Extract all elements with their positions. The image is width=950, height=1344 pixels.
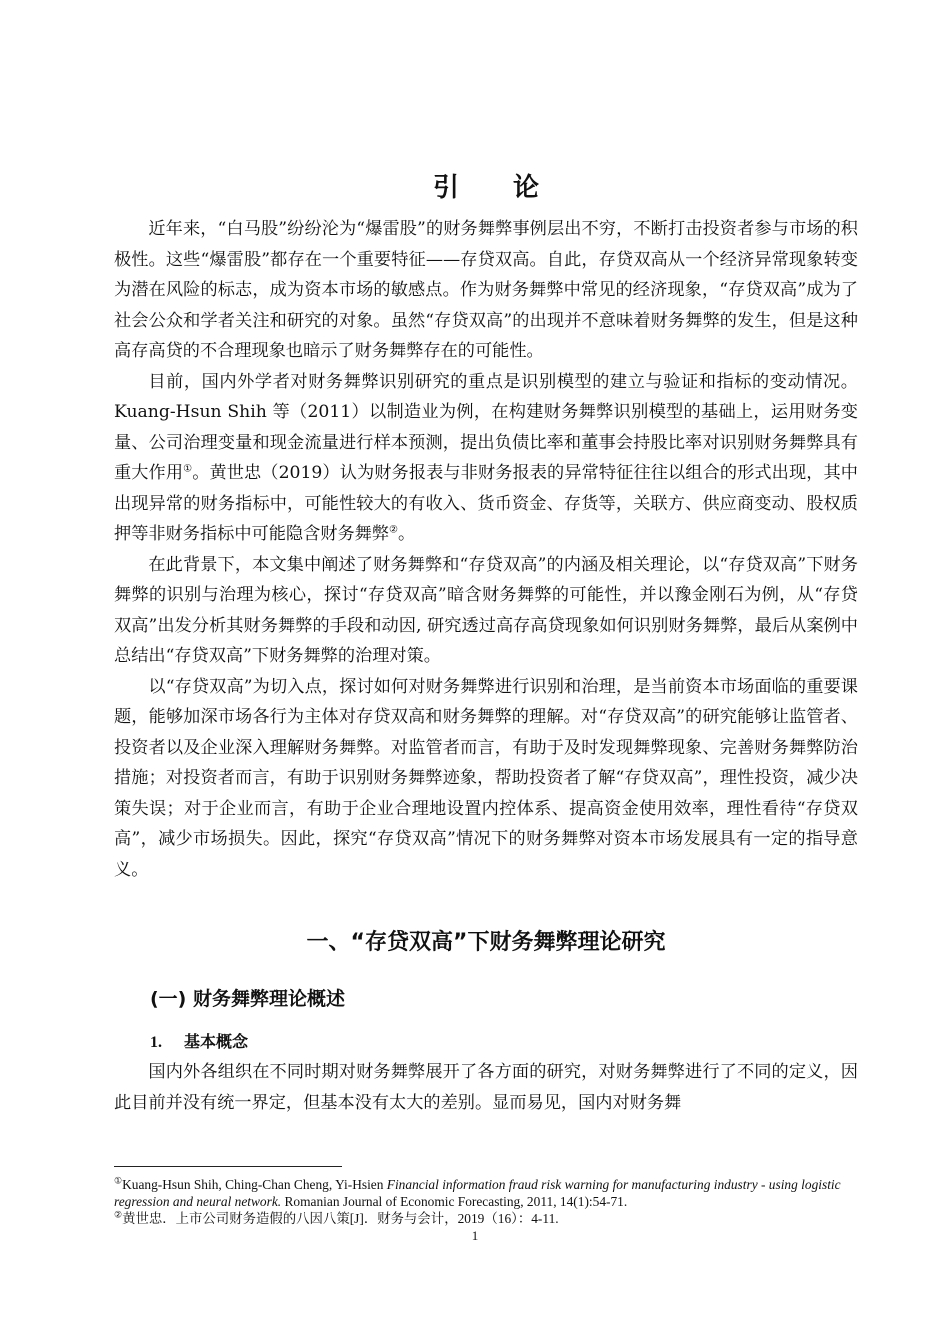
intro-paragraph-2 — [114, 367, 858, 550]
subsubsection-heading — [150, 1027, 858, 1057]
subsection-heading: (一) 财务舞弊理论概述 — [150, 988, 345, 1010]
footnote-2 — [114, 1210, 858, 1227]
footnote-divider — [114, 1166, 342, 1167]
subsubsection-label: 基本概念 — [184, 1032, 249, 1051]
footnote-1-authors: Kuang-Hsun Shih, Ching-Chan Cheng, Yi-Hsien — [122, 1177, 387, 1192]
intro-paragraph-2-part3: 。 — [397, 524, 416, 544]
footnote-ref-2[interactable]: ② — [389, 524, 398, 536]
section-paragraph: 国内外各组织在不同时期对财务舞弊展开了各方面的研究，对财务舞弊进行了不同的定义，因此目前并没有统一界定，但基本没有太大的差别。显而易见，国内对财务舞 — [114, 1062, 858, 1113]
section-heading: 一、“存贷双高”下财务舞弊理论研究 — [306, 930, 666, 955]
footnote-ref-1[interactable]: ① — [183, 463, 193, 475]
intro-paragraph-2-part2: 。黄世忠（2019）认为财务报表与非财务报表的异常特征往往以组合的形式出现，其中出现异常的财务指标中，可能性较大的有收入、货币资金、存货等，关联方、供应商变动、股权质押等非财务指标中可能隐含财务舞弊 — [114, 463, 858, 544]
intro-paragraph-1: 近年来，“白马股”纷纷沦为“爆雷股”的财务舞弊事例层出不穷，不断打击投资者参与市场的积极性。这些“爆雷股”都存在一个重要特征——存贷双高。自此，存贷双高从一个经济异常现象转变为潜在风险的标志，成为资本市场的敏感点。作为财务舞弊中常见的经济现象，“存贷双高”成为了社会公众和学者关注和研究的对象。虽然“存贷双高”的出现并不意味着财务舞弊的发生，但是这种高存高贷的不合理现象也暗示了财务舞弊存在的可能性。 — [114, 219, 858, 361]
intro-paragraph-2-part1: 目前，国内外学者对财务舞弊识别研究的重点是识别模型的建立与验证和指标的变动情况。Kuang-Hsun Shih 等（2011）以制造业为例，在构建财务舞弊识别模型的基础上，运用财务变量、公司治理变量和现金流量进行样本预测，提出负债比率和董事会持股比率对识别财务舞弊具有重大作用 — [114, 371, 858, 483]
footnote-1-mark: ① — [114, 1175, 123, 1186]
footnote-1-source: Romanian Journal of Economic Forecasting, 2011, 14(1):54-71. — [281, 1194, 628, 1209]
subsubsection-number: 1. — [150, 1034, 162, 1051]
footnote-1-title: Financial information fraud risk warning for manufacturing industry - using logistic regression and neural network. — [114, 1177, 841, 1209]
intro-paragraph-3: 在此背景下，本文集中阐述了财务舞弊和“存贷双高”的内涵及相关理论，以“存贷双高”下财务舞弊的识别与治理为核心，探讨“存贷双高”暗含财务舞弊的可能性，并以豫金刚石为例，从“存贷双高”出发分析其财务舞弊的手段和动因, 研究透过高存高贷现象如何识别财务舞弊，最后从案例中总结出“存贷双高”下财务舞弊的治理对策。 — [114, 554, 858, 666]
page-content — [114, 170, 858, 1118]
footnote-1 — [114, 1176, 858, 1210]
page-title: 引 论 — [432, 173, 553, 203]
page-number: 1 — [471, 1228, 479, 1243]
intro-paragraph-4: 以“存贷双高”为切入点，探讨如何对财务舞弊进行识别和治理，是当前资本市场面临的重要课题，能够加深市场各行为主体对存贷双高和财务舞弊的理解。对“存贷双高”的研究能够让监管者、投资者以及企业深入理解财务舞弊。对监管者而言，有助于及时发现舞弊现象、完善财务舞弊防治措施；对投资者而言，有助于识别财务舞弊迹象，帮助投资者了解“存贷双高”，理性投资，减少决策失误；对于企业而言，有助于企业合理地设置内控体系、提高资金使用效率，理性看待“存贷双高”，减少市场损失。因此，探究“存贷双高”情况下的财务舞弊对资本市场发展具有一定的指导意义。 — [114, 676, 858, 880]
footnote-2-mark: ② — [114, 1209, 123, 1220]
footnotes — [114, 1176, 858, 1227]
footnote-2-text: 黄世忠．上市公司财务造假的八因八策[J]．财务与会计，2019（16）：4-11. — [122, 1211, 559, 1226]
